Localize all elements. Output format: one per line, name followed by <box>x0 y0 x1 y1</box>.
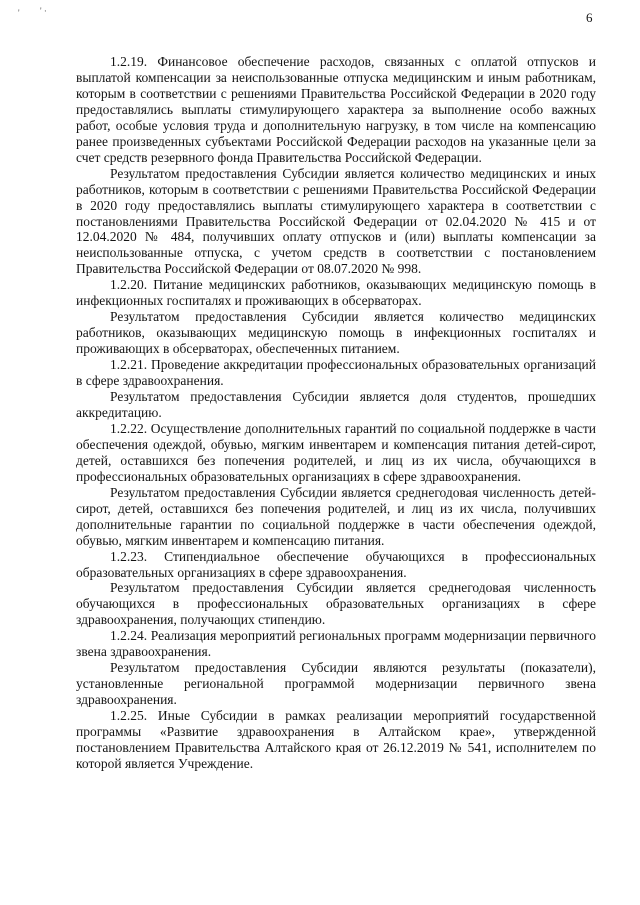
scan-mark: ' · <box>40 6 47 16</box>
paragraph-result: Результатом предоставления Субсидии является среднегодовая численность обучающихся в профессиональных образовательных организациях в сфере здравоохранения, получающих стипендию. <box>76 580 596 628</box>
paragraph-result: Результатом предоставления Субсидии является среднегодовая численность детей-сирот, детей, оставшихся без попечения родителей, и лиц из их числа, получивших дополнительные гарантии по социальной поддержке в части обеспечения одеждой, обувью, мягким инвентарем и компенсацию питания. <box>76 484 596 548</box>
paragraph-1-2-23: 1.2.23. Стипендиальное обеспечение обучающихся в профессиональных образовательных организациях в сфере здравоохранения. <box>76 548 596 580</box>
paragraph-1-2-20: 1.2.20. Питание медицинских работников, оказывающих медицинскую помощь в инфекционных госпиталях и проживающих в обсерваторах. <box>76 277 596 309</box>
paragraph-result: Результатом предоставления Субсидии является доля студентов, прошедших аккредитацию. <box>76 389 596 420</box>
paragraph-1-2-22: 1.2.22. Осуществление дополнительных гарантий по социальной поддержке в части обеспечения одеждой, обувью, мягким инвентарем и компенсация питания детей-сирот, детей, оставшихся без попечения родителей, и лиц из их числа, обучающихся в профессиональных образовательных организациях в сфере здравоохранения. <box>76 420 596 484</box>
page-number: 6 <box>586 10 593 25</box>
paragraph-1-2-19: 1.2.19. Финансовое обеспечение расходов, связанных с оплатой отпусков и выплатой компенсации за неиспользованные отпуска медицинским и иным работникам, которым в соответствии с решениями Правительства Российской Федерации в 2020 году предоставлялись выплаты стимулирующего характера за выполнение особо важных работ, особые условия труда и дополнительную нагрузку, в том числе на компенсацию ранее произведенных субъектами Российской Федерации расходов на указанные цели за счет средств резервного фонда Правительства Российской Федерации. <box>76 54 596 165</box>
paragraph-result: Результатом предоставления Субсидии является количество медицинских и иных работников, которым в соответствии с решениями Правительства Российской Федерации в 2020 году предоставлялись выплаты стимулирующего характера в соответствии с постановлениями Правительства Российской Федерации от 02.04.2020 № 415 и от 12.04.2020 № 484, получивших оплату отпусков и (или) выплаты компенсации за неиспользованные отпуска, с учетом средств в соответствии с постановлением Правительства Российской Федерации от 08.07.2020 № 998. <box>76 165 596 277</box>
paragraph-result: Результатом предоставления Субсидии является количество медицинских работников, оказывающих медицинскую помощь в инфекционных госпиталях и проживающих в обсерваторах, обеспеченных питанием. <box>76 309 596 357</box>
document-body <box>76 54 596 772</box>
paragraph-1-2-21: 1.2.21. Проведение аккредитации профессиональных образовательных организаций в сфере здравоохранения. <box>76 357 596 389</box>
scan-mark: ' <box>18 8 20 18</box>
paragraph-result: Результатом предоставления Субсидии являются результаты (показатели), установленные региональной программой модернизации первичного звена здравоохранения. <box>76 660 596 708</box>
paragraph-1-2-24: 1.2.24. Реализация мероприятий региональных программ модернизации первичного звена здравоохранения. <box>76 628 596 660</box>
paragraph-1-2-25: 1.2.25. Иные Субсидии в рамках реализации мероприятий государственной программы «Развитие здравоохранения в Алтайском крае», утвержденной постановлением Правительства Алтайского края от 26.12.2019 № 541, исполнителем по которой является Учреждение. <box>76 708 596 771</box>
